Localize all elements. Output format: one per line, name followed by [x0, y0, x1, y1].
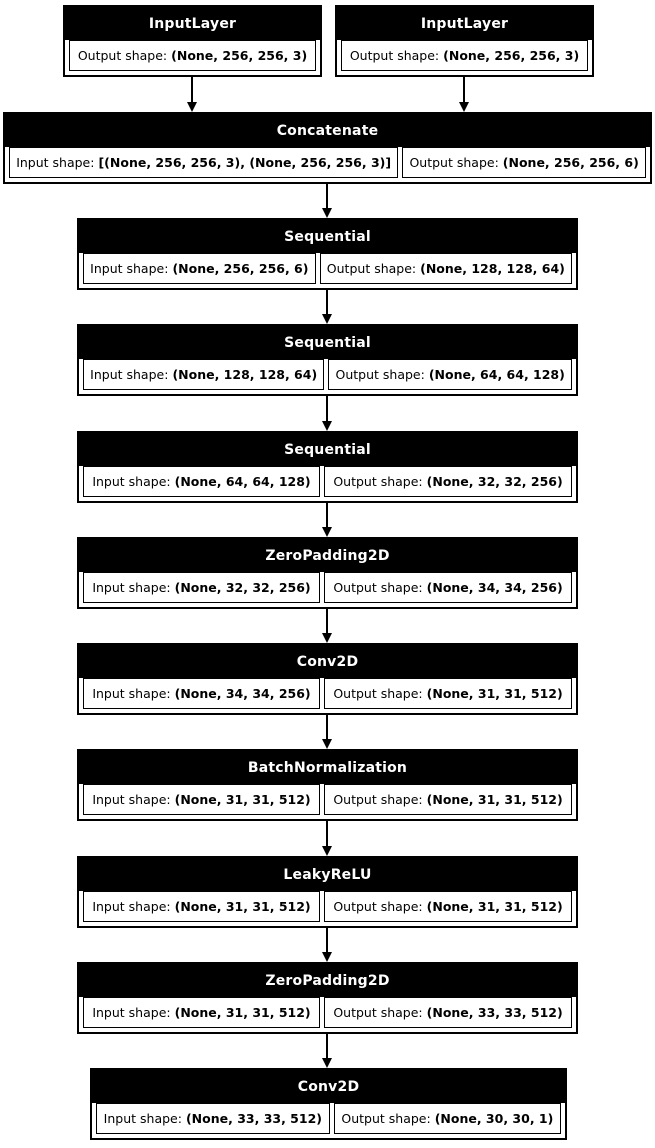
shape-label: Input shape: [92, 899, 171, 914]
output-shape-cell [334, 1103, 561, 1134]
input-shape-cell [9, 147, 398, 178]
flow-arrow-leaky-relu-to-zero-padding2d-2 [320, 928, 334, 962]
arrow-head-icon [322, 421, 332, 431]
shape-value: (None, 256, 256, 6) [502, 155, 639, 170]
arrow-head-icon [322, 314, 332, 324]
shape-label: Input shape: [103, 1111, 182, 1126]
arrow-head-icon [322, 739, 332, 749]
layer-type-title: Conv2D [92, 1070, 565, 1103]
arrow-line [191, 77, 193, 104]
output-shape-cell [324, 466, 572, 497]
output-shape-cell [328, 359, 572, 390]
shape-cells-row [65, 40, 320, 75]
shape-value: (None, 31, 31, 512) [174, 792, 311, 807]
shape-label: Output shape: [349, 48, 440, 63]
layer-type-title: InputLayer [65, 7, 320, 40]
shape-label: Output shape: [333, 899, 423, 914]
arrow-head-icon [322, 1058, 332, 1068]
flow-arrow-sequential-3-to-zero-padding2d-1 [320, 503, 334, 537]
shape-value: (None, 256, 256, 6) [172, 261, 309, 276]
node-sequential-2 [77, 324, 578, 396]
shape-value: (None, 30, 30, 1) [434, 1111, 554, 1126]
node-concatenate [3, 112, 652, 184]
shape-value: (None, 64, 64, 128) [428, 367, 565, 382]
shape-value: (None, 32, 32, 256) [174, 580, 311, 595]
output-shape-cell [324, 678, 572, 709]
arrow-head-icon [322, 208, 332, 218]
node-zero-padding2d-2 [77, 962, 578, 1034]
shape-label: Input shape: [92, 686, 171, 701]
input-shape-cell [83, 784, 320, 815]
layer-type-title: ZeroPadding2D [79, 539, 576, 572]
node-sequential-3 [77, 431, 578, 503]
shape-label: Output shape: [326, 261, 417, 276]
flow-arrow-sequential-2-to-sequential-3 [320, 396, 334, 431]
shape-value: (None, 33, 33, 512) [426, 1005, 563, 1020]
shape-value: (None, 256, 256, 3) [443, 48, 580, 63]
output-shape-cell [324, 784, 572, 815]
arrow-line [463, 77, 465, 104]
output-shape-cell [324, 572, 572, 603]
shape-label: Input shape: [90, 367, 169, 382]
input-shape-cell [83, 359, 324, 390]
shape-value: (None, 31, 31, 512) [426, 686, 563, 701]
arrow-line [326, 928, 328, 954]
input-shape-cell [83, 466, 320, 497]
output-shape-cell [324, 891, 572, 922]
layer-type-title: Conv2D [79, 645, 576, 678]
layer-type-title: InputLayer [337, 7, 592, 40]
output-shape-cell [320, 253, 572, 284]
flow-arrow-conv2d-1-to-batch-normalization [320, 715, 334, 749]
shape-cells-row [5, 147, 650, 182]
node-conv2d-1 [77, 643, 578, 715]
shape-cells-row [79, 253, 576, 288]
layer-type-title: Sequential [79, 433, 576, 466]
arrow-line [326, 503, 328, 529]
arrow-line [326, 609, 328, 635]
shape-value: (None, 31, 31, 512) [426, 899, 563, 914]
arrow-head-icon [322, 952, 332, 962]
arrow-head-icon [322, 633, 332, 643]
shape-label: Output shape: [409, 155, 499, 170]
shape-value: (None, 64, 64, 128) [174, 474, 311, 489]
shape-label: Input shape: [90, 261, 169, 276]
layer-type-title: Concatenate [5, 114, 650, 147]
shape-label: Input shape: [16, 155, 95, 170]
shape-cells-row [79, 678, 576, 713]
shape-value: (None, 32, 32, 256) [426, 474, 563, 489]
arrow-head-icon [459, 102, 469, 112]
output-shape-cell [341, 40, 588, 71]
shape-value: (None, 128, 128, 64) [420, 261, 565, 276]
arrow-head-icon [322, 846, 332, 856]
arrow-line [326, 821, 328, 848]
shape-label: Output shape: [333, 580, 423, 595]
flow-arrow-batch-normalization-to-leaky-relu [320, 821, 334, 856]
shape-value: (None, 34, 34, 256) [174, 686, 311, 701]
node-input-layer-1 [63, 5, 322, 77]
shape-label: Output shape: [335, 367, 425, 382]
shape-cells-row [79, 466, 576, 501]
shape-label: Output shape: [77, 48, 168, 63]
shape-label: Output shape: [341, 1111, 431, 1126]
shape-value: (None, 33, 33, 512) [185, 1111, 322, 1126]
shape-value: (None, 31, 31, 512) [174, 1005, 311, 1020]
shape-cells-row [79, 997, 576, 1032]
output-shape-cell [402, 147, 646, 178]
shape-value: (None, 31, 31, 512) [174, 899, 311, 914]
arrow-line [326, 184, 328, 210]
arrow-head-icon [187, 102, 197, 112]
arrow-line [326, 715, 328, 741]
flow-arrow-sequential-1-to-sequential-2 [320, 290, 334, 324]
arrow-line [326, 290, 328, 316]
node-conv2d-2 [90, 1068, 567, 1140]
layer-type-title: Sequential [79, 220, 576, 253]
arrow-head-icon [322, 527, 332, 537]
flow-arrow-input-layer-1-to-concatenate [185, 77, 199, 112]
shape-label: Output shape: [333, 1005, 423, 1020]
shape-value: (None, 128, 128, 64) [172, 367, 318, 382]
shape-label: Input shape: [92, 1005, 171, 1020]
layer-type-title: ZeroPadding2D [79, 964, 576, 997]
node-input-layer-2 [335, 5, 594, 77]
node-zero-padding2d-1 [77, 537, 578, 609]
layer-type-title: LeakyReLU [79, 858, 576, 891]
shape-cells-row [79, 572, 576, 607]
layer-type-title: BatchNormalization [79, 751, 576, 784]
flow-arrow-concatenate-to-sequential-1 [320, 184, 334, 218]
input-shape-cell [96, 1103, 330, 1134]
input-shape-cell [83, 678, 320, 709]
arrow-line [326, 1034, 328, 1060]
shape-cells-row [79, 784, 576, 819]
shape-label: Output shape: [333, 792, 423, 807]
input-shape-cell [83, 891, 320, 922]
shape-cells-row [92, 1103, 565, 1138]
shape-label: Input shape: [92, 792, 171, 807]
input-shape-cell [83, 253, 316, 284]
node-sequential-1 [77, 218, 578, 290]
output-shape-cell [324, 997, 572, 1028]
flow-arrow-zero-padding2d-1-to-conv2d-1 [320, 609, 334, 643]
shape-cells-row [79, 359, 576, 394]
shape-cells-row [79, 891, 576, 926]
shape-value: [(None, 256, 256, 3), (None, 256, 256, 3)] [98, 155, 392, 170]
node-batch-normalization [77, 749, 578, 821]
flow-arrow-input-layer-2-to-concatenate [457, 77, 471, 112]
shape-label: Input shape: [92, 580, 171, 595]
arrow-line [326, 396, 328, 423]
shape-label: Output shape: [333, 474, 423, 489]
node-leaky-relu [77, 856, 578, 928]
flow-arrow-zero-padding2d-2-to-conv2d-2 [320, 1034, 334, 1068]
shape-value: (None, 31, 31, 512) [426, 792, 563, 807]
input-shape-cell [83, 997, 320, 1028]
layer-type-title: Sequential [79, 326, 576, 359]
shape-label: Output shape: [333, 686, 423, 701]
shape-value: (None, 34, 34, 256) [426, 580, 563, 595]
shape-label: Input shape: [92, 474, 171, 489]
input-shape-cell [83, 572, 320, 603]
output-shape-cell [69, 40, 316, 71]
shape-cells-row [337, 40, 592, 75]
shape-value: (None, 256, 256, 3) [171, 48, 308, 63]
